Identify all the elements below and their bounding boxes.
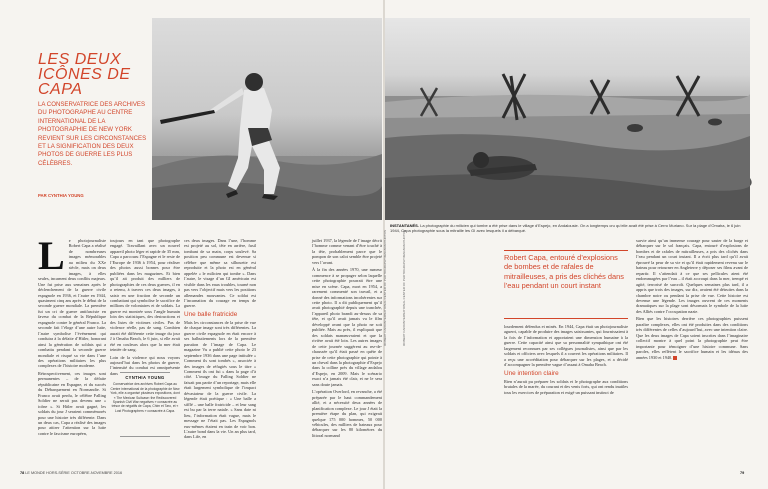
bio-rule-top [120,372,170,373]
col2-paragraph-2: Loin de la violence qui nous voyons aujourd’hui dans les photos de guerre, l’intensité du combat est omniprésente dans [110,354,180,376]
photo-credit-right: ROBERT CAPA/INTERNATIONAL CENTER OF PHOTOGRAPHY/MAGNUM PHOTOS [402,230,406,346]
col1-paragraph-2: Rétrospectivement, ces images sont permanentes – de la défaite républicaine en Espagne, et du succès du Débarquement en Normandie. Si Franco avait perdu, le célèbre Falling Soldier ne serait pas devenu une « icône ». Si Hitler avait gagné, les soldats du jour J seraient commémorés pour une histoire très différente. Dans un deux cas, Capa a réalisé des images pour attirer l’attention sur la lutte contre le fascisme européen, [38,370,106,436]
col6-paragraph-1: survie ainsi qu’un immense courage pour sauter de la barge et débarquer sur le sol français. Capa, entouré d’explosions de bombes et de rafales de mitrailleuses, a pris des clichés dans l’eau pendant un court instant. Il a écrit plus tard qu’il avait éprouvé la peur de sa vie et qu’il était rapidement revenu sur le bateau pour retourner en Angleterre y déposer ses films avant de repartir. Il s’attendait à ce que ses pellicules aient été endommagées par l’eau – il était accroupi dans la mer, trempé et agité, terrorisé de surcroît. Quelques semaines plus tard, il a appris que trois des images, sur dix, avaient été détruites dans la chambre noire ou pendant la prise de vue. Cette histoire est devenue une légende. Les images ouvrent de ces moments dramatiques sur la plage sont désormais le symbole de la lutte des Alliés contre l’occupation nazie. [636,238,748,314]
falling-soldier-illustration [152,18,382,220]
folio-left-number: 78 [20,471,25,475]
caption-text: La photographie du milicien qui tombe a été prise dans le village d’Espejo, en Andalousie. On a longtemps cru qu’elle avait été prise à Cerro Muriano. Sur la plage d’Omaha, le 6 juin 1944, Capa photographie sous la mitraille les GI avec lesquels il a débarqué. [390,223,741,234]
col5-paragraph-2: Rien n’aurait pu préparer les soldats et le photographe aux conditions brutales de la marée, du courant et des vents forts, qui ont rendu inutiles tous les exercices de préparation et exigé un puissant instinct de [504,378,628,395]
article-byline: PAR CYNTHIA YOUNG [38,193,84,198]
col4-paragraph-3: L’opération Overlord, en revanche, a été préparée par le haut commandement allié, et a nécessité deux années de planification complexe. Le jour J était la première étape du plan, qui exigeait quelque 175 000 hommes, 50 000 véhicules, des milliers de bateaux pour débarquer sur les 80 kilomètres du littoral normand [312,389,382,438]
text-column-5 [504,324,628,460]
text-column-3 [184,238,256,460]
pull-quote-rule-bottom [504,318,628,319]
author-bio-box [110,376,180,413]
photo-credit-left: ROBERT CAPA/INTERNATIONAL CENTER OF PHOTOGRAPHY/MAGNUM PHOTOS [383,230,387,346]
photo-falling-soldier [152,18,382,220]
col2-paragraph-1: toujours en tant que photographe engagé. Travaillant avec un nouvel appareil photo léger et rapide de 35 mm, Capa a parcouru l’Espagne et le reste de l’Europe de 1936 à 1954, pour réaliser des photos aussi bonnes pour être publiées dans les magazines. Et bien qu’il ait produit des milliers de photographies de ces deux guerres, il en a retenu, à travers ces deux images, à saisir en une fraction de seconde un combattant qui symbolise le sacrifice de millions de volontaires et de soldats. La guerre est montrée sous l’angle humain loin des statistiques, des destructions et des listes de victimes civiles. Pas de violence réelle, pas de sang. Combien aurait été différente cette image du jour J à Omaha Beach, le 6 juin, si elle avait été en couleurs alors que la mer était teintée de sang. [110,238,180,353]
pull-quote: Robert Capa, entouré d’explosions de bombes et de rafales de mitrailleuses, a pris des clichés dans l’eau pendant un court instant [504,253,624,290]
pull-quote-rule-top [504,250,628,251]
omaha-beach-illustration [385,18,750,220]
folio-right-number: 79 [740,471,745,475]
col3-subhead: Une balle fratricide [184,310,238,318]
folio-left-text: LE MONDE HORS-SÉRIE OCTOBRE-NOVEMBRE 2016 [25,471,123,475]
bio-name: CYNTHIA YOUNG [125,375,165,380]
bio-text: Conservatrice des archives Robert Capa au Centre international de la photographie de New York, elle a organisé plusieurs expositions, dont « The Mexican Suitcase: the Rediscovered Spanish Civil War negatives » consacrée au trésor de négatifs de Capa, Chim et Taro, et « Lost Photographers » consacrée à Capa. [110,382,180,413]
col6-paragraph-2-text: Bien que les histoires derrière ces photographies puissent paraître complexes, elles ont été produites dans des conditions très différentes de celles d’aujourd’hui, avec une intention claire. Que les deux images de Capa soient inscrites dans l’imaginaire collectif montre à quel point la photographie peut être importante pour témoigner d’une histoire commune. Sans paroles, elles reflètent le sacrifice humain et les idéaux des années 1930 et 1940. [636,316,748,360]
article-deck: LA CONSERVATRICE DES ARCHIVES DU PHOTOGRAPHE AU CENTRE INTERNATIONAL DE LA PHOTOGRAPHIE DE NEW YORK REVIENT SUR LES CIRCONSTANCES ET LA SIGNIFICATION DES DEUX PHOTOS DE GUERRE LES PLUS CÉLÈBRES. [38,101,147,167]
photo-omaha-beach [385,18,750,220]
photo-caption [390,223,746,234]
text-column-4 [312,238,382,460]
text-column-6 [636,238,748,460]
caption-label: INSTANTANÉS. [390,223,419,228]
end-mark-icon [673,356,677,360]
col3-paragraph-1: ces deux images. Dans l’une, l’homme est projeté au sol, tête en arrière, fusil tombant de sa main, corps soulevé. Sa position peu commune est devenue si célèbre que même sa silhouette est reproduite et la photo est en général appelée « le milicien qui tombe ». Dans l’autre, le visage d’un GI américain est visible dans les eaux troubles, tourné non pas vers l’objectif mais vers les positions allemandes mouvantes. Ce soldat est l’incarnation du courage en temps de guerre. [184,238,256,309]
col1-paragraph-1: e photojournaliste Robert Capa a réalisé de nombreuses images mémorables au milieu du XXe siècle, mais on deux images, à elles seules, incarnent deux conflits majeurs. Une fut prise aux semaines après le déclenchement de la guerre civile espagnole en 1936, et l’autre en 1944, quasiment cinq ans après le début de la seconde guerre mondiale. La première fut un cri de guerre antifasciste en faveur du combat de la République espagnole contre le général Franco. La seconde fait l’éloge d’une autre lutte, l’autre symbolise l’événement qui conduira à la défaite d’Hitler, honorant ainsi la génération de soldats qui a combattu pendant la seconde guerre mondiale et risqué sa vie dans l’une des opérations militaires les plus complexes de l’histoire moderne. [38,238,106,369]
folio-right [740,471,744,475]
col3-paragraph-2: Mais les circonstances de la prise de vue de chaque image sont très différentes. La guerre civile espagnole en était encore à ses balbutiements lors de la première parution de l’image de Capa. Le magazine Vu a publié cette photo le 23 septembre 1936 dans une page intitulée « Comment ils sont tombés », associée à des images de réfugiés sous le titre « Comment ils ont fui » dans la page d’à côté. L’image du Falling Soldier ne faisait pas partie d’un reportage, mais elle était largement symbolique de l’impact dévastateur de la guerre civile. La légende était poétique : « Une balle a sifflé – une balle fratricide – et leur sang est bu par la terre natale. » Sans date ni lieu, l’information était vague, mais le message ne l’était pas. Les Espagnols eux-mêmes étaient en train de voir bon. L’autre bond dans la vie. Un an plus tard, dans Life, en [184,319,256,440]
col6-paragraph-2 [636,316,748,360]
col5-subhead: Une intention claire [504,369,559,377]
folio-left [20,471,122,475]
col5-paragraph-1: lourdement défendus et minés. En 1944, Capa était un photojournaliste aguerri, capable de produire des images saisissantes, qui fournissaient à la fois de l’information et apportaient une dimension humaine à la guerre. Cette capacité ainsi que sa personnalité sympathique ont été largement reconnues par ses collègues journalistes, ainsi que par les soldats et officiers avec lesquels il a couvert les opérations militaires. Il a reçu une accréditation pour débarquer sur les plages, et a décidé d’accompagner la première vague d’assaut à Omaha Beach. [504,324,628,368]
text-column-2 [110,238,180,376]
bio-rule-bottom [120,436,170,437]
col4-paragraph-2: À la fin des années 1970, une rumeur commence à se propager selon laquelle cette photographie pourrait être une mise en scène. Capa, mort en 1954, a rarement commenté son travail, et a donné des informations incohérentes sur cette photo. Il a dit publiquement qu’il avait photographié depuis une tranchée, l’appareil photo brandi au-dessus de sa tête, et qu’il avait jamais vu le film développé avant que la photo ne soit publiée. Mais au près, il expliquait que des soldats manœuvraient et que la rivière avait été loin. Les autres images de cette journée suggèrent au rez-de-chaussée qu’il était passé en quête de prise de cette photographie qui pointe à un cheval dans la photographie d’Espejo dans la colline près du village andalou d’Espejo, en 2009. Mais le scénario exact n’a jamais été clair, et ne le sera sans doute jamais. [312,267,382,387]
text-column-1 [38,233,106,460]
article-headline: LES DEUX ICÔNES DE CAPA [38,51,131,98]
col4-paragraph-1: juillet 1937, la légende de l’image décrit l’homme comme venant d’être touché à la tête, probablement parce que le pompon de son calot semble être projeté vers l’avant. [312,238,382,265]
drop-cap: L [38,233,65,278]
